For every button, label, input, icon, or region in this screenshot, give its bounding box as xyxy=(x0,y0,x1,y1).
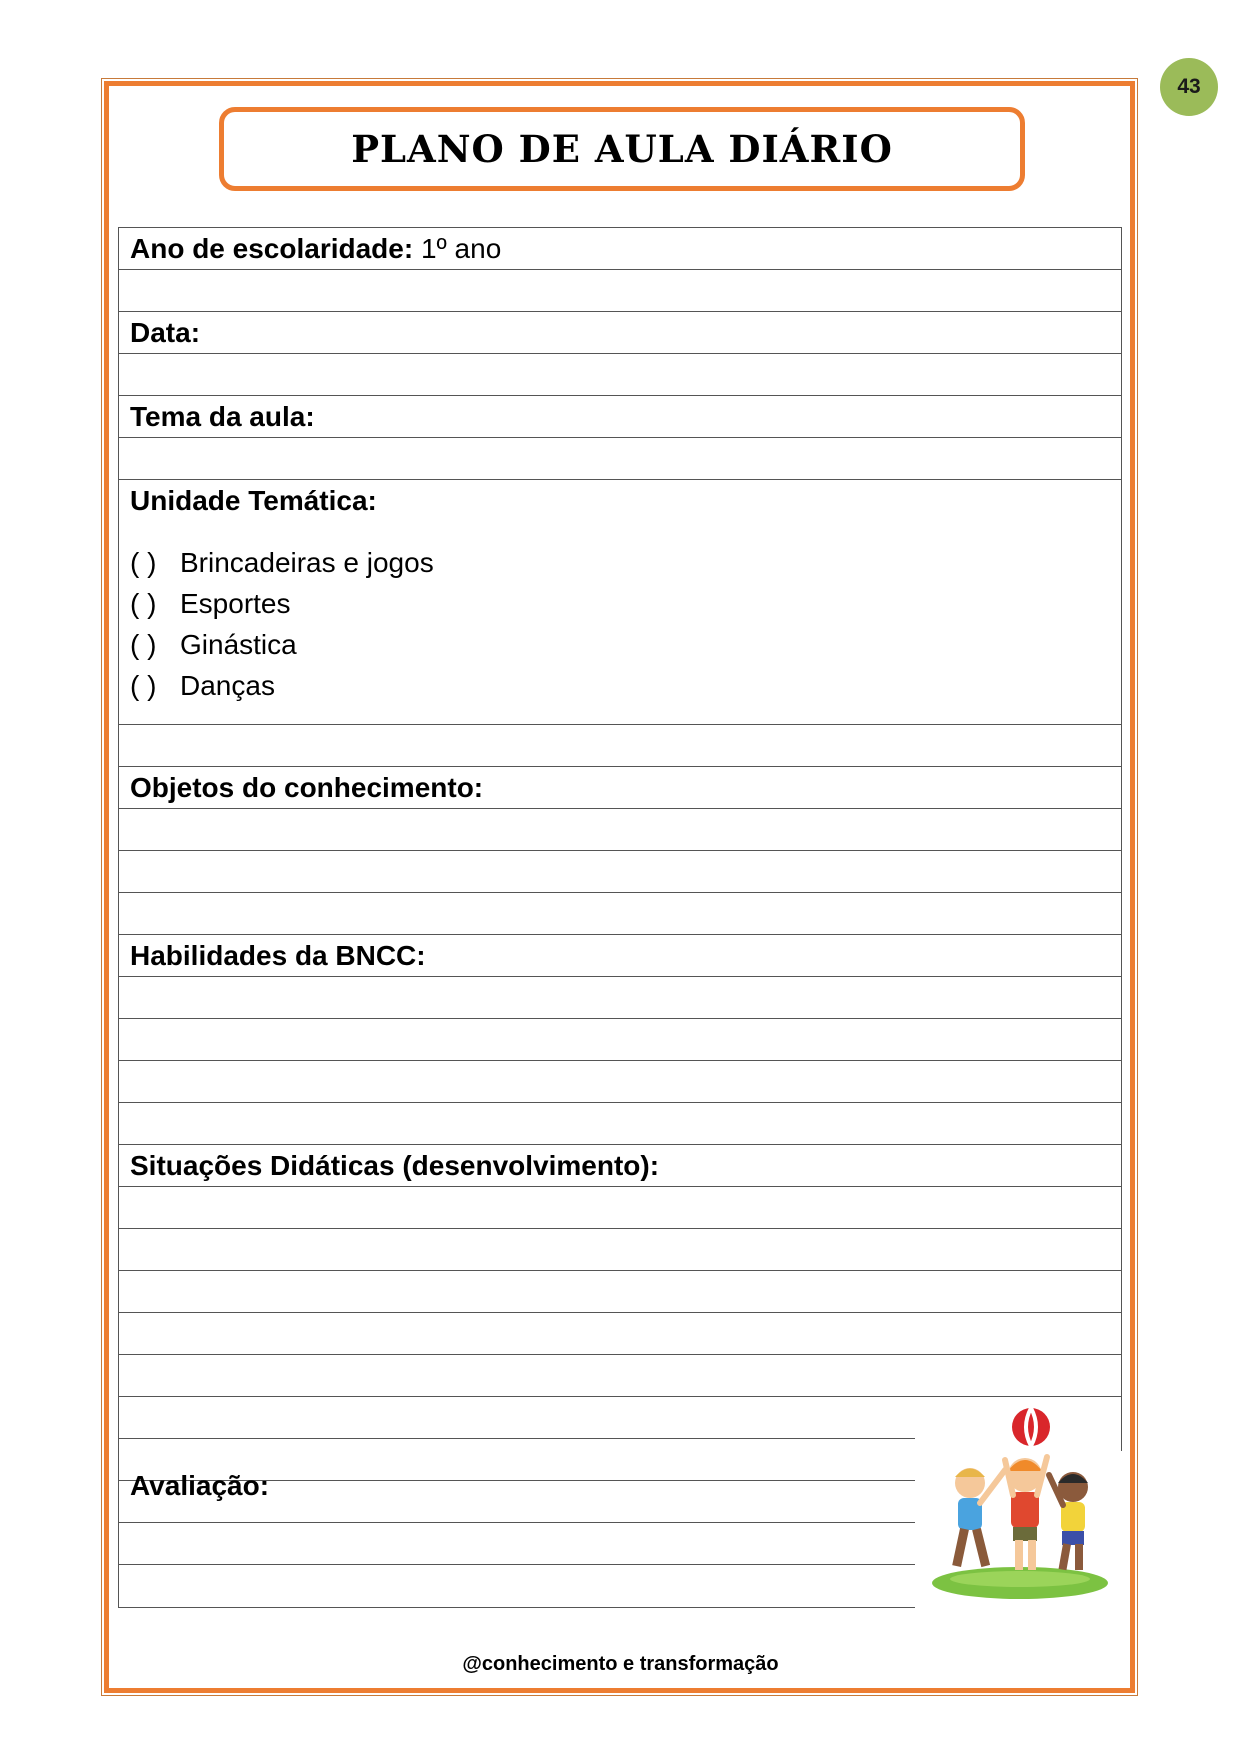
school-year-label xyxy=(130,235,501,263)
checkbox-parentheses[interactable]: ( ) xyxy=(130,670,157,701)
form-rule xyxy=(118,766,1122,767)
form-rule xyxy=(118,353,1122,354)
option-dancas[interactable] xyxy=(130,672,275,700)
footer-credit: @conhecimento e transformação xyxy=(462,1653,779,1675)
children-playing-ball-illustration xyxy=(925,1405,1115,1605)
form-rule xyxy=(118,1522,915,1523)
option-label: Esportes xyxy=(180,588,291,619)
form-rule xyxy=(118,892,1122,893)
school-year-value: 1º ano xyxy=(420,233,502,264)
form-rule xyxy=(118,724,1122,725)
ball-icon xyxy=(1012,1408,1050,1446)
kid-middle-icon xyxy=(1005,1457,1047,1570)
form-rule xyxy=(118,1438,915,1439)
form-rule xyxy=(118,1607,915,1608)
form-rule xyxy=(118,1186,1122,1187)
form-right-border xyxy=(1121,227,1122,1451)
lesson-plan-form xyxy=(118,227,1122,1608)
checkbox-parentheses[interactable]: ( ) xyxy=(130,629,157,660)
knowledge-objects-label: Objetos do conhecimento: xyxy=(130,772,484,803)
form-rule xyxy=(118,1396,1122,1397)
kid-right-icon xyxy=(1049,1472,1088,1570)
thematic-unit-label: Unidade Temática: xyxy=(130,485,377,516)
form-rule xyxy=(118,1144,1122,1145)
form-rule xyxy=(118,1312,1122,1313)
option-label: Ginástica xyxy=(180,629,297,660)
form-rule xyxy=(118,1102,1122,1103)
form-rule xyxy=(118,1354,1122,1355)
option-esportes[interactable] xyxy=(130,590,291,618)
form-rule xyxy=(118,395,1122,396)
form-rule xyxy=(118,1564,915,1565)
school-year-label-text: Ano de escolaridade: xyxy=(130,233,414,264)
page-number: 43 xyxy=(1177,75,1201,98)
didactic-situations-label: Situações Didáticas (desenvolvimento): xyxy=(130,1150,660,1181)
evaluation-label: Avaliação: xyxy=(130,1470,270,1501)
option-ginastica[interactable] xyxy=(130,631,297,659)
form-rule xyxy=(118,269,1122,270)
kid-left-icon xyxy=(952,1468,1005,1567)
form-rule xyxy=(118,479,1122,480)
form-rule xyxy=(118,1060,1122,1061)
checkbox-parentheses[interactable]: ( ) xyxy=(130,547,157,578)
form-rule xyxy=(118,437,1122,438)
option-label: Brincadeiras e jogos xyxy=(180,547,434,578)
bncc-skills-label: Habilidades da BNCC: xyxy=(130,940,426,971)
form-rule xyxy=(118,227,1122,228)
page-number-badge xyxy=(1160,58,1218,116)
option-label: Danças xyxy=(180,670,275,701)
title-box xyxy=(219,107,1025,191)
form-left-border xyxy=(118,227,119,1608)
form-rule xyxy=(118,1228,1122,1229)
page-title: PLANO DE AULA DIÁRIO xyxy=(351,127,893,171)
form-rule xyxy=(118,934,1122,935)
checkbox-parentheses[interactable]: ( ) xyxy=(130,588,157,619)
form-rule xyxy=(118,1270,1122,1271)
form-rule xyxy=(118,311,1122,312)
date-label: Data: xyxy=(130,317,201,348)
form-rule xyxy=(118,808,1122,809)
form-rule xyxy=(118,850,1122,851)
option-brincadeiras[interactable] xyxy=(130,549,434,577)
form-rule xyxy=(118,976,1122,977)
form-rule xyxy=(118,1018,1122,1019)
lesson-theme-label: Tema da aula: xyxy=(130,401,315,432)
